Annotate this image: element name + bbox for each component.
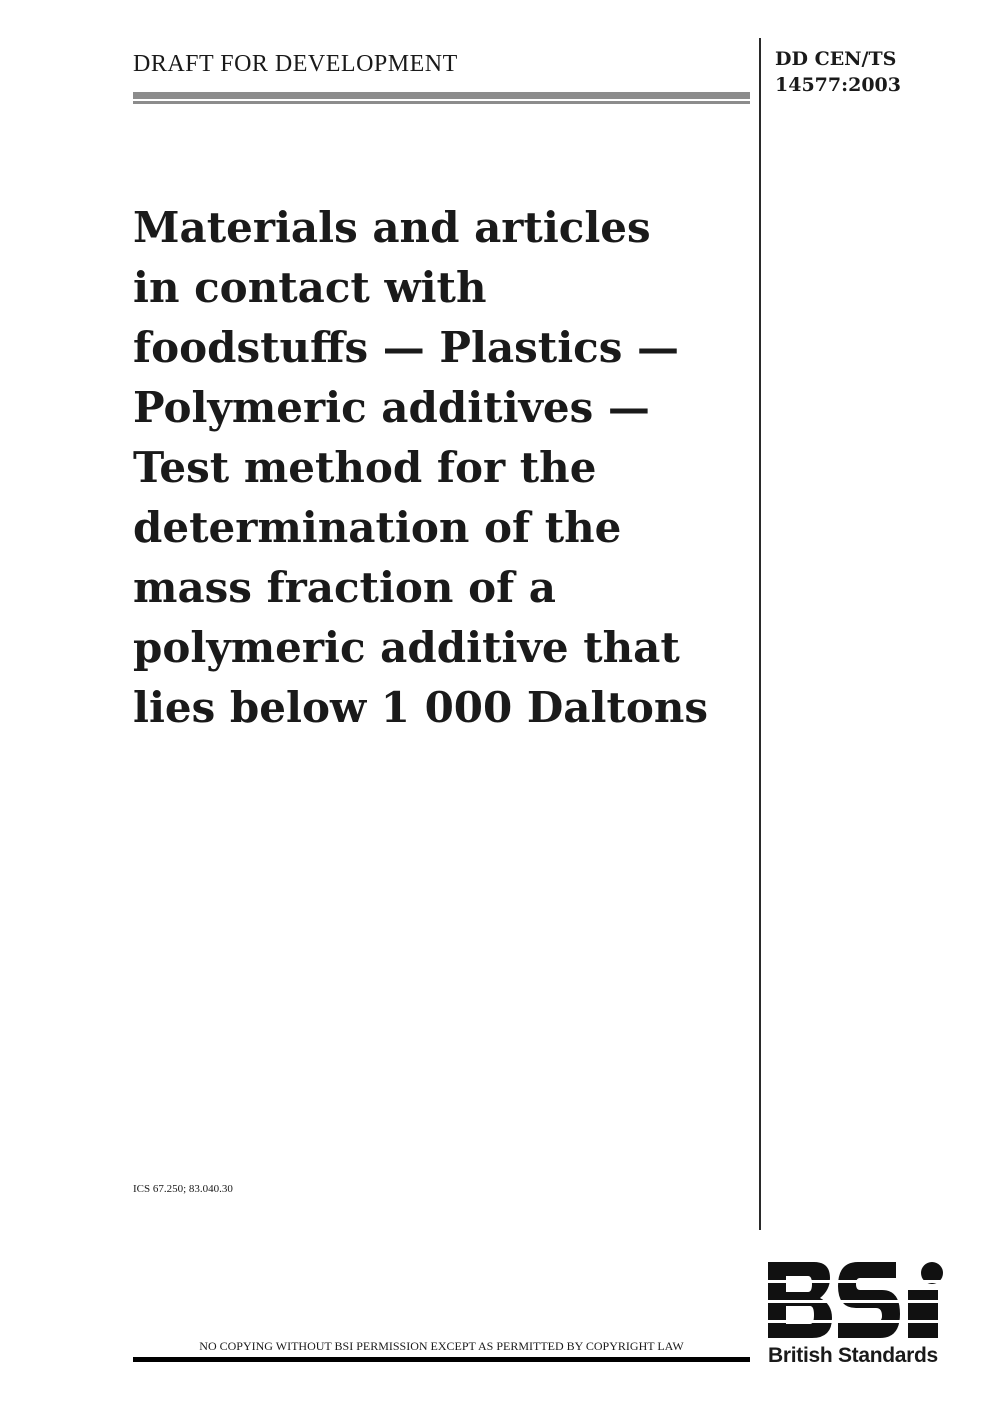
title-line: Test method for the	[133, 443, 597, 492]
title-line: mass fraction of a	[133, 563, 556, 612]
vertical-divider	[759, 38, 761, 1230]
title-line: Polymeric additives —	[133, 383, 650, 432]
ics-code: ICS 67.250; 83.040.30	[133, 1183, 233, 1195]
british-standards-label: British Standards	[768, 1344, 938, 1367]
document-reference	[775, 46, 901, 98]
title-line: determination of the	[133, 503, 622, 552]
document-title	[133, 198, 758, 738]
title-line: Materials and articles	[133, 203, 651, 252]
title-line: in contact with	[133, 263, 487, 312]
header-rule-thick	[133, 92, 750, 99]
bsi-logo-icon	[768, 1260, 946, 1340]
document-reference-line-2: 14577:2003	[775, 74, 901, 96]
footer-rule	[133, 1357, 750, 1362]
document-reference-line-1: DD CEN/TS	[775, 48, 897, 70]
title-line: lies below 1 000 Daltons	[133, 683, 709, 732]
copyright-notice: NO COPYING WITHOUT BSI PERMISSION EXCEPT AS PERMITTED BY COPYRIGHT LAW	[199, 1339, 684, 1353]
draft-label: DRAFT FOR DEVELOPMENT	[133, 51, 458, 77]
title-line: polymeric additive that	[133, 623, 680, 672]
header-rule-thin	[133, 101, 750, 104]
title-line: foodstuffs — Plastics —	[133, 323, 679, 372]
